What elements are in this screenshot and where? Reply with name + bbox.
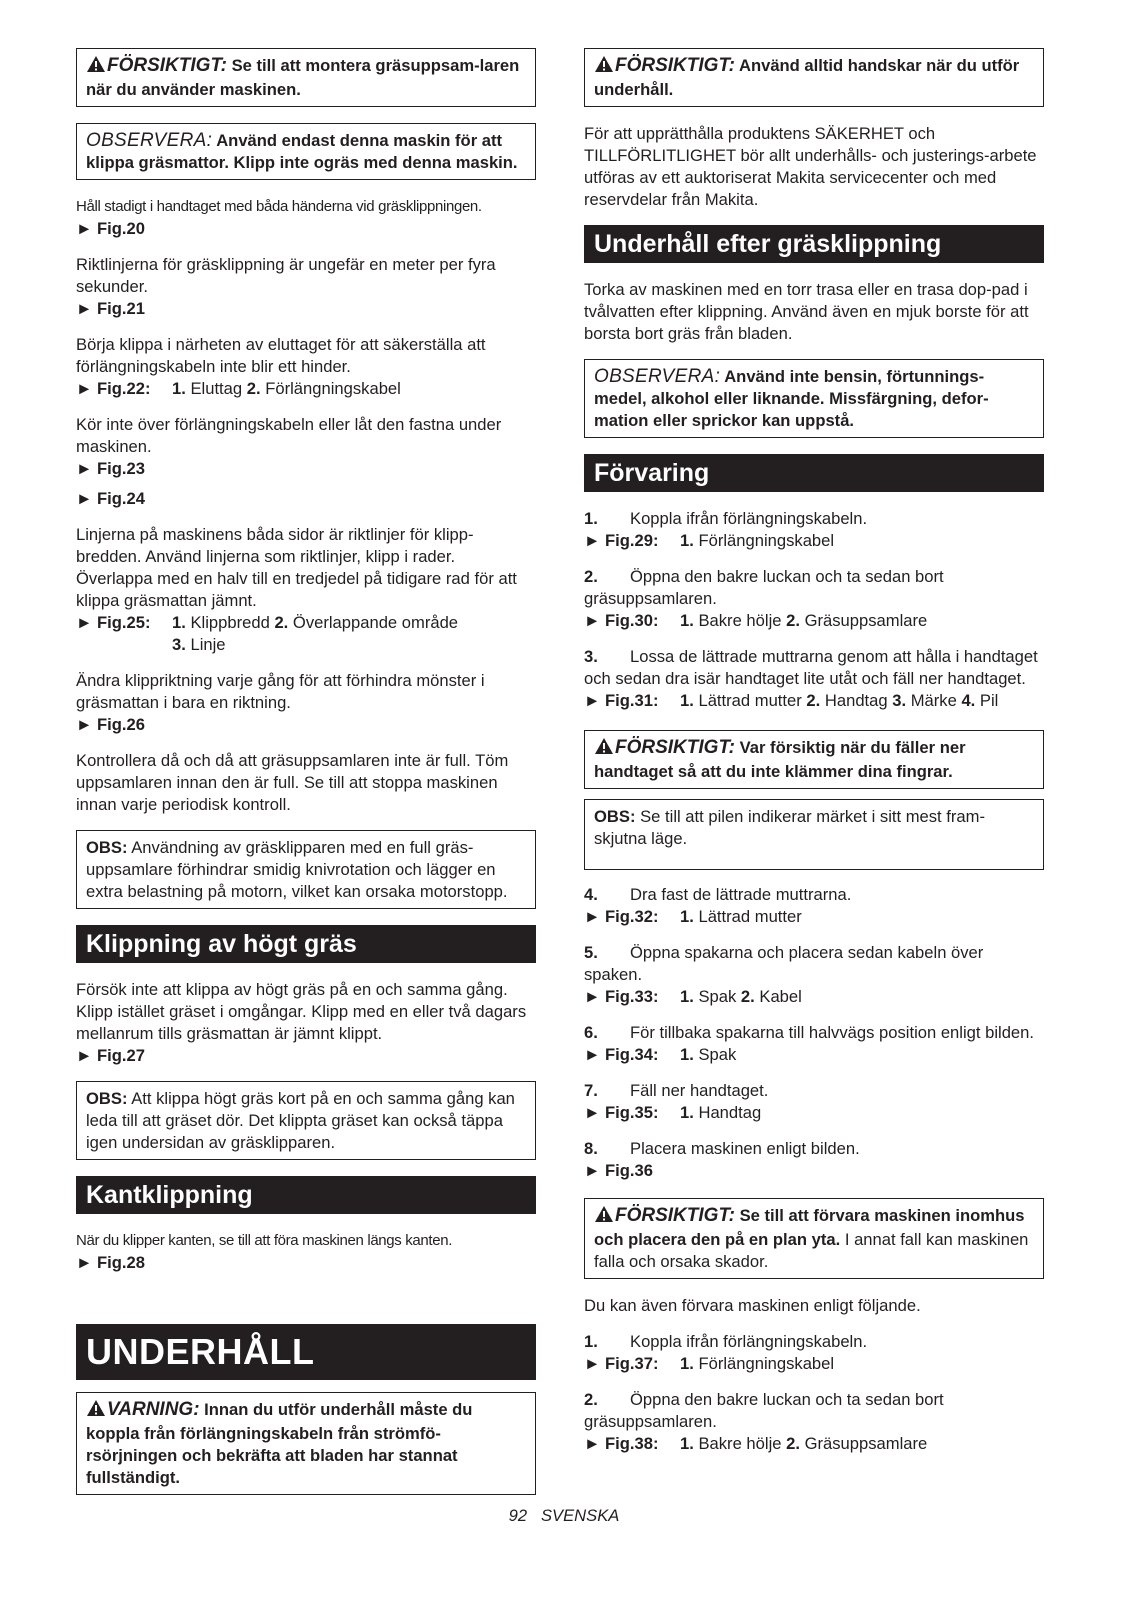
- caution-text: Var försiktig när du fäller ner handtaget så att du inte klämmer dina fingrar.: [594, 738, 966, 781]
- note-label: OBS:: [86, 838, 128, 857]
- paragraph: Riktlinjerna för gräsklippning är ungefär en meter per fyra sekunder.: [76, 255, 496, 296]
- step-item: 8. Placera maskinen enligt bilden.: [584, 1139, 860, 1158]
- step-item: 2. Öppna den bakre luckan och ta sedan bort gräsuppsamlaren.: [584, 1390, 944, 1431]
- caution-label: FÖRSIKTIGT:: [615, 737, 735, 758]
- paragraph: Du kan även förvara maskinen enligt följande.: [584, 1296, 921, 1315]
- observera-box: [584, 359, 1044, 438]
- paragraph: Håll stadigt i handtaget med båda händerna vid gräsklippningen.: [76, 198, 482, 215]
- step-item: 3. Lossa de lättrade muttrarna genom att hålla i handtaget och sedan dra isär handtaget lite utåt och fäll ner handtaget.: [584, 647, 1038, 688]
- chapter-heading: UNDERHÅLL: [76, 1324, 536, 1380]
- note-label: OBS:: [86, 1089, 128, 1108]
- caution-box: [584, 48, 1044, 107]
- caution-text: Se till att förvara maskinen inomhus och placera den på en plan yta.: [594, 1206, 1025, 1249]
- figure-ref: ► Fig.29: 1. Förlängningskabel: [584, 531, 835, 550]
- figure-ref: ► Fig.30: 1. Bakre hölje 2. Gräsuppsamlare: [584, 611, 928, 630]
- warning-text: Innan du utför underhåll måste du koppla från förlängningskabeln från strömfö-rsörjningen och bekräfta att bladen har stannat fullständigt.: [86, 1400, 473, 1487]
- step-item: 1. Koppla ifrån förlängningskabeln.: [584, 1332, 868, 1351]
- note-box: [76, 830, 536, 909]
- paragraph: För att upprätthålla produktens SÄKERHET och TILLFÖRLITLIGHET bör allt underhålls- och justerings-arbete utföras av ett auktoriserat Makita servicecenter och med reservdelar från Makita.: [584, 124, 1037, 209]
- page-footer: [0, 1506, 1128, 1526]
- step-item: 4. Dra fast de lättrade muttrarna.: [584, 885, 852, 904]
- figure-ref: ► Fig.38: 1. Bakre hölje 2. Gräsuppsamlare: [584, 1434, 928, 1453]
- observera-text: Använd endast denna maskin för att klippa gräsmattor. Klipp inte ogräs med denna maskin.: [86, 131, 518, 172]
- caution-label: FÖRSIKTIGT:: [107, 55, 227, 76]
- paragraph: Linjerna på maskinens båda sidor är riktlinjer för klipp-bredden. Använd linjerna som riktlinjer, klipp i rader. Överlappa med en halv till en tredjedel på tidigare rad för att klippa gräsmattan jämnt.: [76, 525, 517, 610]
- paragraph: När du klipper kanten, se till att föra maskinen längs kanten.: [76, 1232, 453, 1249]
- warning-label: VARNING:: [107, 1399, 200, 1420]
- paragraph: Börja klippa i närheten av eluttaget för att säkerställa att förlängningskabeln inte blir ett hinder.: [76, 335, 486, 376]
- caution-box: [76, 48, 536, 107]
- paragraph: Kontrollera då och då att gräsuppsamlaren inte är full. Töm uppsamlaren innan den är full. Se till att stoppa maskinen innan varje periodisk kontroll.: [76, 751, 509, 814]
- figure-ref: ► Fig.20: [76, 219, 145, 238]
- step-item: 5. Öppna spakarna och placera sedan kabeln över spaken.: [584, 943, 984, 984]
- paragraph: Torka av maskinen med en torr trasa eller en trasa dop-pad i tvålvatten efter klippning. Använd även en mjuk borste för att borsta bort gräs från bladen.: [584, 280, 1029, 343]
- figure-ref: ► Fig.27: [76, 1046, 145, 1065]
- step-item: 7. Fäll ner handtaget.: [584, 1081, 769, 1100]
- right-column: [584, 48, 1044, 1469]
- caution-label: FÖRSIKTIGT:: [615, 1205, 735, 1226]
- caution-label: FÖRSIKTIGT:: [615, 55, 735, 76]
- note-box: [584, 799, 1044, 870]
- figure-ref: ► Fig.33: 1. Spak 2. Kabel: [584, 987, 802, 1006]
- section-heading: Klippning av högt gräs: [76, 925, 536, 963]
- figure-ref: ► Fig.26: [76, 715, 145, 734]
- step-item: 2. Öppna den bakre luckan och ta sedan bort gräsuppsamlaren.: [584, 567, 944, 608]
- figure-ref: ► Fig.32: 1. Lättrad mutter: [584, 907, 802, 926]
- figure-ref: ► Fig.21: [76, 299, 145, 318]
- paragraph: Ändra klippriktning varje gång för att förhindra mönster i gräsmattan i bara en riktning.: [76, 671, 485, 712]
- figure-ref: ► Fig.31: 1. Lättrad mutter 2. Handtag 3. Märke 4. Pil: [584, 691, 999, 710]
- caution-text: Se till att montera gräsuppsam-laren när du använder maskinen.: [86, 56, 520, 99]
- observera-label: OBSERVERA:: [86, 130, 213, 151]
- warning-triangle-icon: [86, 1399, 106, 1423]
- step-item: 1. Koppla ifrån förlängningskabeln.: [584, 509, 868, 528]
- note-text: Att klippa högt gräs kort på en och samma gång kan leda till att gräset dör. Det klippta gräset kan också täppa igen undersidan av gräsklipparen.: [86, 1089, 515, 1152]
- figure-ref: ► Fig.34: 1. Spak: [584, 1045, 737, 1064]
- caution-box: [584, 1198, 1044, 1279]
- figure-ref: ► Fig.24: [76, 489, 145, 508]
- warning-triangle-icon: [594, 737, 614, 761]
- observera-text: Använd inte bensin, förtunnings-medel, alkohol eller liknande. Missfärgning, defor-mation eller sprickor kan uppstå.: [594, 367, 989, 430]
- figure-ref: ► Fig.23: [76, 459, 145, 478]
- warning-triangle-icon: [86, 55, 106, 79]
- page-number: 92: [508, 1506, 528, 1525]
- figure-ref: ► Fig.22: 1. Eluttag 2. Förlängningskabel: [76, 379, 401, 398]
- note-text: Användning av gräsklipparen med en full gräs-uppsamlare förhindrar smidig knivrotation och lägger en extra belastning på motorn, vilket kan orsaka motorstopp.: [86, 838, 508, 901]
- observera-box: [76, 123, 536, 180]
- note-label: OBS:: [594, 807, 636, 826]
- left-column: [76, 48, 536, 1511]
- paragraph: Försök inte att klippa av högt gräs på en och samma gång. Klipp istället gräset i omgångar. Klipp med en eller två dagars mellanrum tills gräsmattan är jämnt klippt.: [76, 980, 527, 1043]
- section-heading: Kantklippning: [76, 1176, 536, 1214]
- figure-ref-continued: 3. Linje: [172, 635, 226, 654]
- figure-ref: ► Fig.37: 1. Förlängningskabel: [584, 1354, 835, 1373]
- note-text: Se till att pilen indikerar märket i sitt mest fram-skjutna läge.: [594, 807, 985, 848]
- caution-box: [584, 730, 1044, 789]
- section-heading: Förvaring: [584, 454, 1044, 492]
- observera-label: OBSERVERA:: [594, 366, 721, 387]
- figure-ref: ► Fig.35: 1. Handtag: [584, 1103, 762, 1122]
- warning-triangle-icon: [594, 1205, 614, 1229]
- note-box: [76, 1081, 536, 1160]
- caution-text: Använd alltid handskar när du utför underhåll.: [594, 56, 1020, 99]
- page-language: SVENSKA: [540, 1506, 620, 1525]
- section-heading: Underhåll efter gräsklippning: [584, 225, 1044, 263]
- warning-box: [76, 1392, 536, 1495]
- warning-triangle-icon: [594, 55, 614, 79]
- caution-text-regular: I annat fall kan maskinen falla och orsaka skador.: [594, 1230, 1029, 1271]
- step-item: 6. För tillbaka spakarna till halvvägs position enligt bilden.: [584, 1023, 1035, 1042]
- figure-ref: ► Fig.25: 1. Klippbredd 2. Överlappande område: [76, 613, 459, 632]
- figure-ref: ► Fig.36: [584, 1161, 653, 1180]
- figure-ref: ► Fig.28: [76, 1253, 145, 1272]
- paragraph: Kör inte över förlängningskabeln eller låt den fastna under maskinen.: [76, 415, 502, 456]
